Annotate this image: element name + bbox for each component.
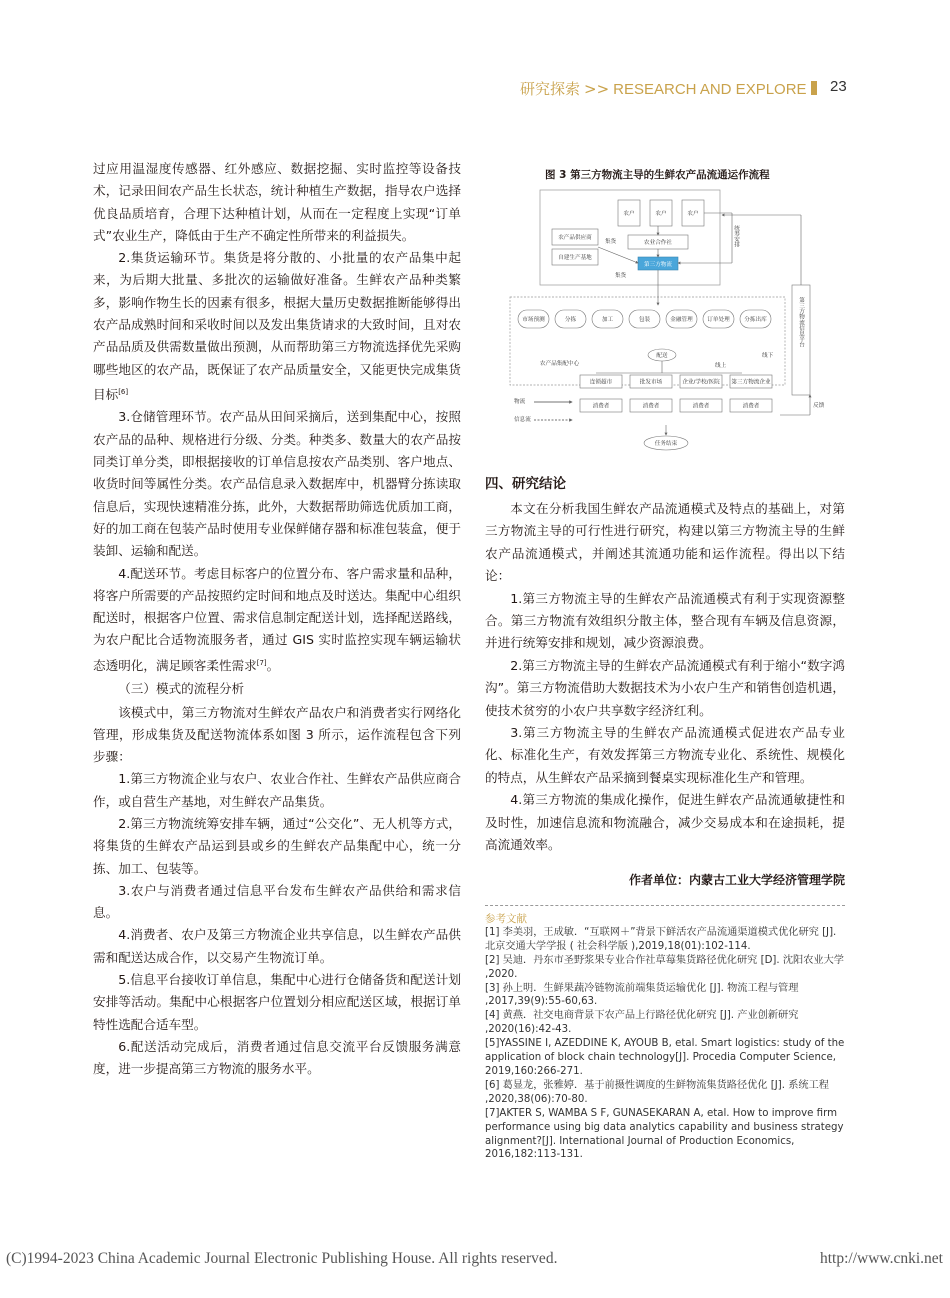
paragraph: 5.信息平台接收订单信息，集配中心进行仓储备货和配送计划安排等活动。集配中心根据客户位置划分相应配送区域，根据订单特性选配合适车型。 [93, 972, 461, 1032]
tpl-label: 第三方物流 [644, 262, 672, 268]
reference-item: [7]AKTER S, WAMBA S F, GUNASEKARAN A, etal. How to improve firm performance using big data analytics capability and business strategy alignment?[J]. International Journal of Production Economics, 2016,182:113-131. [485, 1107, 844, 1161]
offline-label: 线下 [762, 353, 774, 359]
references-title: 参考文献 [485, 912, 527, 925]
dispatch-label: 统筹安排 [733, 225, 739, 248]
page-number: 23 [830, 78, 847, 95]
paragraph: 3.农户与消费者通过信息平台发布生鲜农产品供给和需求信息。 [93, 882, 461, 921]
consumer-label: 消费者 [592, 403, 610, 410]
paragraph: 3.第三方物流主导的生鲜农产品流通模式促进农产品专业化、标准化生产，有效发挥第三方物流专业化、系统性、规模化的特点，从生鲜农产品采摘到餐桌实现标准化生产和管理。 [485, 725, 845, 785]
subsection-title: （三）模式的流程分析 [118, 681, 245, 697]
running-header [520, 78, 850, 102]
reference-item: [3] 孙上明．生鲜果蔬冷链物流前端集货运输优化 [J]. 物流工程与管理 ,2017,39(9):55-60,63. [485, 982, 799, 1008]
delivery-label: 配送 [656, 353, 668, 359]
task-end-label: 任务结束 [654, 441, 678, 447]
header-arrows: >> [584, 80, 610, 98]
center-item-label: 包装 [638, 317, 651, 323]
online-label: 线上 [715, 363, 727, 369]
coop-label: 农业合作社 [644, 240, 672, 246]
center-item-label: 订单处理 [707, 317, 730, 323]
farmer-label: 农户 [623, 211, 635, 217]
paragraph: 1.第三方物流主导的生鲜农产品流通模式有利于实现资源整合。第三方物流有效组织分散主体，整合现有车辆及信息资源，并进行统筹安排和规划，减少资源浪费。 [485, 590, 845, 651]
platform-label: 第三方物流信息平台 [798, 297, 804, 348]
paragraph: 2.第三方物流主导的生鲜农产品流通模式有利于缩小“数字鸿沟”。第三方物流借助大数据技术为小农户生产和销售创造机遇，使技术贫穷的小农户共享数字经济红利。 [485, 657, 845, 718]
center-item-label: 市场预测 [522, 317, 545, 323]
consumer-label: 消费者 [642, 403, 660, 410]
supplier-label: 农产品供应商 [558, 235, 592, 241]
reference-item: [4] 黄燕．社交电商背景下农产品上行路径优化研究 [J]. 产业创新研究 ,2020(16):42-43. [485, 1010, 799, 1036]
outlet-label: 企业/学校/医院 [682, 379, 720, 386]
ref-mark: [6] [118, 387, 129, 396]
reference-item: [1] 李美羽，王成敏．“互联网＋”背景下鲜活农产品流通渠道模式优化研究 [J]. 北京交通大学学报 ( 社会科学版 ),2019,18(01):102-114. [485, 926, 837, 952]
references-divider [485, 905, 845, 906]
farmer-label: 农户 [655, 211, 667, 217]
center-item-label: 金融管理 [670, 317, 693, 323]
collect-label: 集货 [615, 273, 627, 279]
paragraph: 该模式中，第三方物流对生鲜农产品农户和消费者实行网络化管理，形成集货及配送物流体系如图 3 所示，运作流程包含下列步骤： [93, 704, 461, 765]
center-label: 农产品集配中心 [540, 361, 580, 367]
reference-item: [2] 吴迪．丹东市圣野浆果专业合作社草莓集货路径优化研究 [D]. 沈阳农业大学 ,2020. [485, 954, 844, 980]
header-section-en: RESEARCH AND EXPLORE [613, 81, 807, 98]
feedback-label: 反馈 [813, 403, 825, 409]
consumer-label: 消费者 [742, 403, 760, 410]
consumer-label: 消费者 [692, 403, 710, 410]
reference-item: [6] 葛显龙，张雅婷．基于前摄性调度的生鲜物流集货路径优化 [J]. 系统工程 ,2020,38(06):70-80. [485, 1079, 829, 1105]
paragraph: 4.消费者、农户及第三方物流企业共享信息，以生鲜农产品供需和配送达成合作，以交易产生物流订单。 [93, 927, 461, 965]
paragraph: 2.集货运输环节。集货是将分散的、小批量的农产品集中起来，为后期大批量、多批次的运输做好准备。生鲜农产品种类繁多，影响作物生长的因素有很多，根据大量历史数据推断能够得出农产品成熟时间和采收时间以及发出集货请求的大致时间，且对农产品品质及供需数量做出预测，从而帮助第三方物流选择优先采购哪些地区的农产品，既保证了农产品质量安全，又能更快完成集货目标[6] [93, 250, 461, 403]
footer-url[interactable]: http://www.cnki.net [820, 1250, 943, 1267]
base-label: 自建生产基地 [558, 255, 592, 261]
figure-caption: 图 3 第三方物流主导的生鲜农产品流通运作流程 [545, 169, 770, 181]
reference-list [485, 926, 845, 1162]
legend-material: 物流 [514, 399, 526, 405]
ref-mark: [7] [256, 658, 267, 667]
outlet-label: 连锁超市 [589, 379, 613, 386]
paragraph: 本文在分析我国生鲜农产品流通模式及特点的基础上，对第三方物流主导的可行性进行研究，构建以第三方物流主导的生鲜农产品流通模式，并阐述其流通功能和运作流程。得出以下结论： [485, 501, 845, 584]
legend-info: 信息流 [514, 417, 531, 423]
footer-copyright: (C)1994-2023 China Academic Journal Electronic Publishing House. All rights reserved. [6, 1250, 558, 1267]
header-section-cn: 研究探索 [520, 80, 581, 98]
center-item-label: 加工 [601, 317, 614, 323]
farmer-label: 农户 [687, 211, 699, 217]
paragraph: 过应用温湿度传感器、红外感应、数据挖掘、实时监控等设备技术，记录田间农产品生长状态，统计种植生产数据，指导农户选择优良品质培育，合理下达种植计划，从而在一定程度上实现“订单式”农业生产，降低由于生产不确定性所带来的利益损失。 [93, 161, 461, 243]
collect-label: 集货 [605, 239, 617, 245]
author-affiliation: 作者单位：内蒙古工业大学经济管理学院 [628, 872, 845, 887]
header-bar-mark [811, 81, 817, 95]
reference-item: [5]YASSINE I, AZEDDINE K, AYOUB B, etal. Smart logistics: study of the application of block chain technology[J]. Procedia Computer Science, 2019,160:266-271. [485, 1038, 845, 1077]
paragraph: 4.第三方物流的集成化操作，促进生鲜农产品流通敏捷性和及时性，加速信息流和物流融合，减少交易成本和在途损耗，提高流通效率。 [485, 792, 845, 853]
center-item-label: 分拣出库 [744, 317, 767, 323]
right-column [485, 472, 845, 1162]
flow-diagram [500, 185, 835, 455]
paragraph: 2.第三方物流统筹安排车辆，通过“公交化”、无人机等方式，将集货的生鲜农产品运到县或乡的生鲜农产品集配中心，统一分拣、加工、包装等。 [93, 815, 461, 876]
outlet-label: 批发市场 [639, 379, 663, 386]
outlet-label: 第三方物流企业 [731, 379, 771, 386]
paragraph: 3.仓储管理环节。农产品从田间采摘后，送到集配中心，按照农产品的品种、规格进行分级、分类。种类多、数量大的农产品按同类订单分类，即根据接收的订单信息按农产品类别、客户地点、收货时间等属性分类。农产品信息录入数据库中，机器臂分拣读取信息后，实现快速精准分拣，此外，大数据帮助筛选优质加工商，好的加工商在包装产品时使用专业保鲜储存器和标准包装盒，便于装卸、运输和配送。 [93, 409, 461, 559]
section-title: 四、研究结论 [485, 476, 566, 492]
paragraph: 6.配送活动完成后，消费者通过信息交流平台反馈服务满意度，进一步提高第三方物流的服务水平。 [93, 1038, 461, 1077]
paragraph: 4.配送环节。考虑目标客户的位置分布、客户需求量和品种，将客户所需要的产品按照约定时间和地点及时送达。集配中心组织配送时，根据客户位置、需求信息制定配送计划，选择配送路线，为农户配比合适物流服务者，通过 GIS 实时监控实现车辆运输状态透明化，满足顾客柔性需求[7]。 [93, 565, 461, 673]
left-column [93, 158, 461, 1081]
paragraph: 1.第三方物流企业与农户、农业合作社、生鲜农产品供应商合作，或自营生产基地，对生鲜农产品集货。 [93, 771, 461, 809]
center-item-label: 分拣 [564, 317, 577, 323]
